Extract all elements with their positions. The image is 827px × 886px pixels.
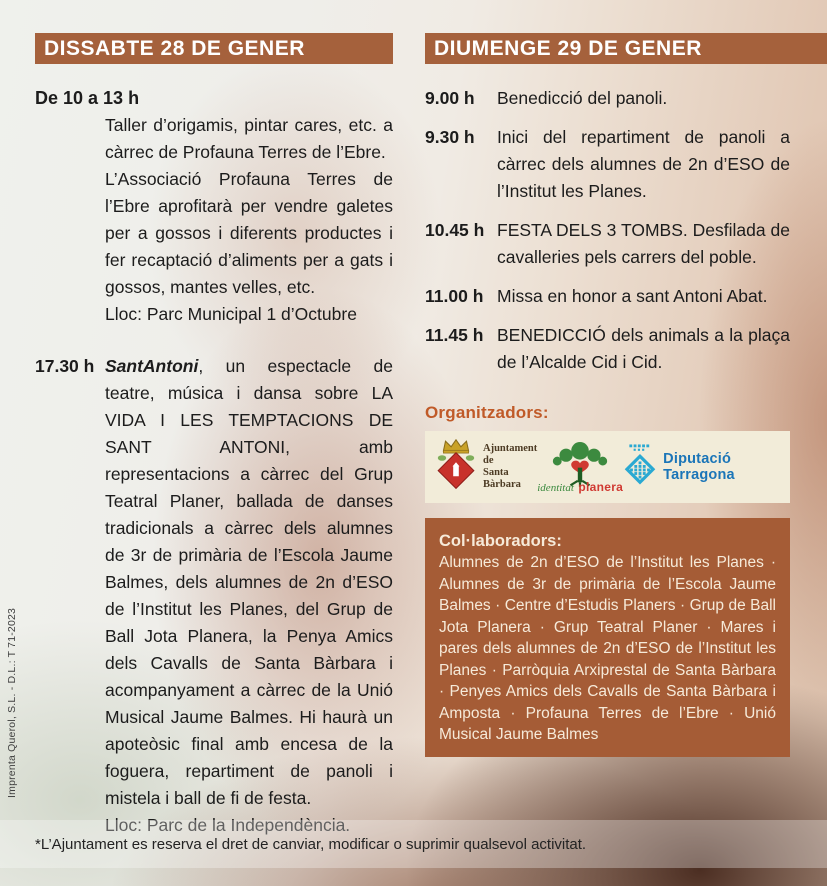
ajuntament-crest-icon <box>435 437 477 498</box>
collaborators-text: Alumnes de 2n d’ESO de l’Institut les Planes · Alumnes de 3r de primària de l’Escola Jaume Balmes · Centre d’Estudis Planers · Grup de Ball Jota Planera · Grup Teatral Planer · Mares i pares dels alumnes de 2n d’ESO de l’Institut les Planes · Parròquia Arxiprestal de Santa Bàrbara · Penyes Amics dels Cavalls de Santa Bàrbara i Amposta · Profauna Terres de l’Ebre · Unió Musical Jaume Balmes <box>439 554 776 743</box>
sunday-event <box>425 217 790 271</box>
saturday-event-santantoni <box>35 353 393 839</box>
event-text: Missa en honor a sant Antoni Abat. <box>497 286 768 306</box>
event-text <box>105 353 393 812</box>
event-paragraph: Taller d’origamis, pintar cares, etc. a càrrec de Profauna Terres de l’Ebre. <box>105 115 393 162</box>
event-paragraph: L’Associació Profauna Terres de l’Ebre aprofitarà per vendre galetes per a gossos i diferents productes i fer recaptació d’aliments per a gats i gossos, mantes velles, etc. <box>105 169 393 297</box>
event-time: 11.45 h <box>425 325 484 345</box>
sunday-column <box>425 85 790 757</box>
diputacio-logo-text: Diputació Tarragona <box>663 451 735 483</box>
event-text: BENEDICCIÓ dels animals a la plaça de l’Alcalde Cid i Cid. <box>497 325 790 372</box>
event-location: Lloc: Parc Municipal 1 d’Octubre <box>105 304 357 324</box>
event-time: 17.30 h <box>35 356 95 376</box>
event-time: 11.00 h <box>425 286 484 306</box>
identitat-planera-logo-text: identitat planera <box>537 480 624 494</box>
identitat-planera-logo <box>537 441 623 493</box>
sunday-event <box>425 283 790 310</box>
sunday-header-bar: DIUMENGE 29 DE GENER <box>425 33 827 64</box>
saturday-header-bar: DISSABTE 28 DE GENER <box>35 33 393 64</box>
event-location: Lloc: Parc de la Independència. <box>105 815 351 835</box>
event-time: De 10 a 13 h <box>35 88 140 108</box>
event-lead: SantAntoni <box>105 356 199 376</box>
diputacio-diamond-icon <box>623 443 657 492</box>
diputacio-tarragona-logo <box>623 443 778 492</box>
ajuntament-logo-text: Ajuntament de Santa Bàrbara <box>483 443 538 490</box>
event-text: FESTA DELS 3 TOMBS. Desfilada de cavalleries pels carrers del poble. <box>497 220 790 267</box>
collaborators-label: Col·laboradors: <box>439 532 562 550</box>
organizers-label: Organitzadors: <box>425 403 549 422</box>
saturday-event-morning <box>35 85 393 328</box>
sunday-event <box>425 124 790 205</box>
event-text: Inici del repartiment de panoli a càrrec dels alumnes de 2n d’ESO de l’Institut les Planes. <box>497 127 790 201</box>
event-text-rest: , un espectacle de teatre, música i dansa sobre LA VIDA I LES TEMPTACIONS DE SANT ANTONI, amb representacions a càrrec del Grup Teatral Planer, ballada de danses tradicionals a càrrec dels alumnes de 3r de primària de l’Escola Jaume Balmes, dels alumnes de 2n d’ESO de l’Institut les Planes, del Grup de Ball Jota Planera, la Penya Amics dels Cavalls de Santa Bàrbara i acompanyament a càrrec de la Unió Musical Jaume Balmes. Hi haurà un apoteòsic final amb encesa de la foguera, repartiment de panoli i mistela i ball de fi de festa. <box>105 356 393 808</box>
event-time: 10.45 h <box>425 220 485 240</box>
organizers-logo-strip <box>425 431 790 503</box>
sunday-event <box>425 322 790 376</box>
event-time: 9.30 h <box>425 127 475 147</box>
event-time: 9.00 h <box>425 88 475 108</box>
footer-disclaimer: *L’Ajuntament es reserva el dret de canviar, modificar o suprimir qualsevol activitat. <box>35 836 587 853</box>
event-text: Benedicció del panoli. <box>497 88 668 108</box>
ajuntament-santa-barbara-logo <box>435 437 537 498</box>
saturday-column <box>35 85 393 839</box>
sunday-event <box>425 85 790 112</box>
printer-credit: Imprenta Querol, S.L. - D.L.: T 71-2023 <box>6 607 18 798</box>
collaborators-box <box>425 518 790 757</box>
